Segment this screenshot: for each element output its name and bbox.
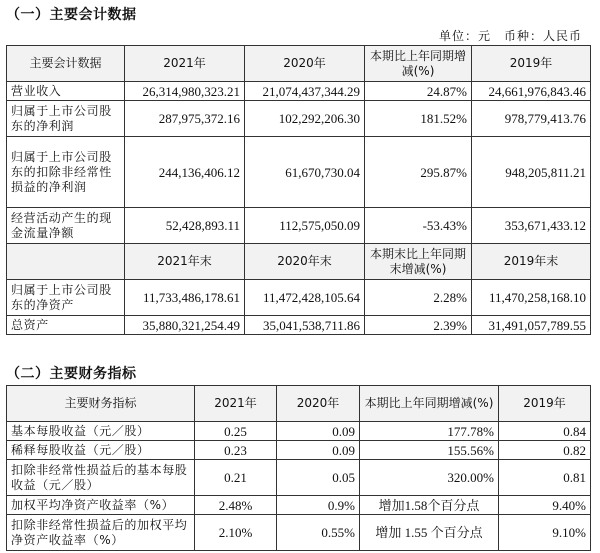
header-cell: 本期末比上年同期末增减(%) [365, 244, 472, 280]
header-cell: 2020年 [277, 386, 360, 422]
change-pct: 181.52% [365, 101, 472, 137]
change-pct: 2.28% [365, 280, 472, 316]
financial-indicators-table [6, 385, 591, 551]
row-label: 归属于上市公司股东的净资产 [7, 280, 125, 316]
header-cell: 2019年 [499, 386, 591, 422]
value-2020: 61,670,730.04 [245, 137, 365, 208]
value-2020: 0.09 [277, 422, 360, 441]
header-cell: 本期比上年同期增减(%) [360, 386, 499, 422]
table-header-row [7, 386, 591, 422]
row-label: 扣除非经常性损益后的加权平均净资产收益率（%） [7, 515, 195, 551]
table-header-row [7, 46, 591, 82]
accounting-data-table [6, 45, 591, 335]
header-cell: 2019年末 [472, 244, 591, 280]
header-cell: 2021年 [125, 46, 245, 82]
value-2020: 21,074,437,344.29 [245, 82, 365, 101]
value-2021: 287,975,372.16 [125, 101, 245, 137]
unit-currency-line: 单位：元 币种：人民币 [438, 29, 582, 43]
change-pct: 320.00% [360, 460, 499, 496]
table-row [7, 496, 591, 515]
change-pct: 24.87% [365, 82, 472, 101]
change-pct: 177.78% [360, 422, 499, 441]
table-row [7, 82, 591, 101]
value-2021: 26,314,980,323.21 [125, 82, 245, 101]
row-label: 总资产 [7, 316, 125, 335]
table-row [7, 137, 591, 208]
change-pct: -53.43% [365, 208, 472, 244]
change-pct: 155.56% [360, 441, 499, 460]
row-label: 扣除非经常性损益后的基本每股收益（元／股） [7, 460, 195, 496]
table-row [7, 101, 591, 137]
value-2021: 0.23 [195, 441, 277, 460]
value-2021: 0.25 [195, 422, 277, 441]
row-label: 营业收入 [7, 82, 125, 101]
value-2020: 102,292,206.30 [245, 101, 365, 137]
value-2019: 0.82 [499, 441, 591, 460]
header-cell: 2019年 [472, 46, 591, 82]
row-label: 经营活动产生的现金流量净额 [7, 208, 125, 244]
value-2020: 11,472,428,105.64 [245, 280, 365, 316]
value-2019: 31,491,057,789.55 [472, 316, 591, 335]
value-2020: 0.09 [277, 441, 360, 460]
row-label: 归属于上市公司股东的扣除非经常性损益的净利润 [7, 137, 125, 208]
header-cell: 主要会计数据 [7, 46, 125, 82]
value-2019: 353,671,433.12 [472, 208, 591, 244]
value-2020: 112,575,050.09 [245, 208, 365, 244]
table-row [7, 441, 591, 460]
value-2019: 9.10% [499, 515, 591, 551]
value-2019: 0.81 [499, 460, 591, 496]
header-cell: 主要财务指标 [7, 386, 195, 422]
change-pct: 增加1.58个百分点 [360, 496, 499, 515]
section1-title: （一）主要会计数据 [6, 7, 137, 23]
change-pct: 295.87% [365, 137, 472, 208]
row-label: 稀释每股收益（元／股） [7, 441, 195, 460]
change-pct: 2.39% [365, 316, 472, 335]
header-cell: 2021年 [195, 386, 277, 422]
value-2021: 244,136,406.12 [125, 137, 245, 208]
value-2019: 9.40% [499, 496, 591, 515]
table-row [7, 460, 591, 496]
value-2021: 35,880,321,254.49 [125, 316, 245, 335]
header-cell: 本期比上年同期增减(%) [365, 46, 472, 82]
header-cell: 2021年末 [125, 244, 245, 280]
value-2020: 35,041,538,711.86 [245, 316, 365, 335]
table-row [7, 515, 591, 551]
section2-title: （二）主要财务指标 [6, 366, 137, 382]
value-2020: 0.55% [277, 515, 360, 551]
value-2019: 24,661,976,843.46 [472, 82, 591, 101]
row-label: 加权平均净资产收益率（%） [7, 496, 195, 515]
value-2021: 0.21 [195, 460, 277, 496]
value-2021: 52,428,893.11 [125, 208, 245, 244]
value-2020: 0.05 [277, 460, 360, 496]
value-2019: 978,779,413.76 [472, 101, 591, 137]
value-2019: 11,470,258,168.10 [472, 280, 591, 316]
header-cell: 2020年 [245, 46, 365, 82]
table-row [7, 316, 591, 335]
table-row [7, 208, 591, 244]
row-label: 归属于上市公司股东的净利润 [7, 101, 125, 137]
row-label: 基本每股收益（元／股） [7, 422, 195, 441]
table-subheader-row [7, 244, 591, 280]
value-2021: 11,733,486,178.61 [125, 280, 245, 316]
value-2021: 2.48% [195, 496, 277, 515]
value-2021: 2.10% [195, 515, 277, 551]
table-row [7, 422, 591, 441]
change-pct: 增加 1.55 个百分点 [360, 515, 499, 551]
header-cell [7, 244, 125, 280]
header-cell: 2020年末 [245, 244, 365, 280]
value-2020: 0.9% [277, 496, 360, 515]
value-2019: 0.84 [499, 422, 591, 441]
table-row [7, 280, 591, 316]
value-2019: 948,205,811.21 [472, 137, 591, 208]
